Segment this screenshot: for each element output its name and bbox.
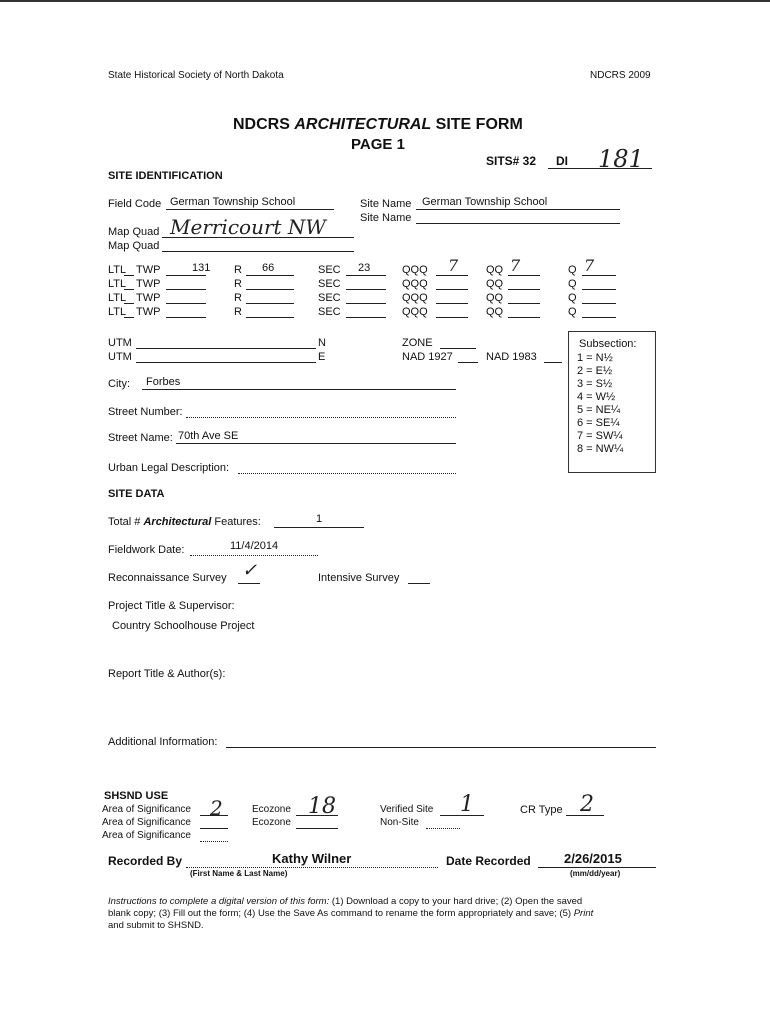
- map-quad-2-line[interactable]: [162, 251, 354, 252]
- utm-northing-line[interactable]: [136, 348, 316, 349]
- ecozone-2-label: Ecozone: [252, 817, 291, 828]
- site-name-2-line[interactable]: [416, 223, 620, 224]
- legal-row-4-qqq-label: QQQ: [402, 306, 428, 318]
- cr-type-field[interactable]: 2: [580, 792, 594, 817]
- total-features-line: [274, 527, 364, 528]
- non-site-label: Non-Site: [380, 817, 419, 828]
- map-quad-label: Map Quad: [108, 226, 160, 238]
- subsection-box: [568, 331, 656, 473]
- total-features-field[interactable]: 1: [316, 513, 323, 525]
- legal-row-1-twp-label: TWP: [136, 264, 161, 276]
- map-quad-field[interactable]: Merricourt NW: [170, 215, 326, 239]
- legal-row-3-qq-line[interactable]: [508, 303, 540, 304]
- legal-row-1-q-field[interactable]: 7: [584, 256, 595, 275]
- city-line: [142, 389, 456, 390]
- legal-row-1-qqq-label: QQQ: [402, 264, 428, 276]
- legal-row-1-qq-field[interactable]: 7: [510, 256, 521, 275]
- legal-row-3-r-label: R: [234, 292, 242, 304]
- legal-row-3-qq-label: QQ: [486, 292, 504, 304]
- street-number-label: Street Number:: [108, 406, 183, 418]
- legal-row-1-r-line[interactable]: [246, 275, 294, 276]
- legal-row-2-qq-line[interactable]: [508, 289, 540, 290]
- legal-row-1-twp-field[interactable]: 131: [192, 262, 211, 274]
- street-name-line: [176, 443, 456, 444]
- area-significance-2-label: Area of Significance: [102, 817, 191, 828]
- legal-row-3-qqq-line[interactable]: [436, 303, 468, 304]
- legal-row-2-r-line[interactable]: [246, 289, 294, 290]
- page-number: PAGE 1: [351, 136, 405, 153]
- legal-row-2-ltl-line[interactable]: [124, 289, 134, 290]
- utm-label-2: UTM: [108, 351, 132, 363]
- area-significance-3-line[interactable]: [200, 841, 228, 842]
- utm-label-1: UTM: [108, 337, 132, 349]
- verified-site-label: Verified Site: [380, 804, 434, 815]
- urban-legal-line[interactable]: [238, 473, 456, 474]
- legal-row-3-sec-line[interactable]: [346, 303, 386, 304]
- sits-label: SITS# 32: [486, 154, 537, 168]
- legal-row-2-q-label: Q: [568, 278, 577, 290]
- legal-row-2-qq-label: QQ: [486, 278, 504, 290]
- date-recorded-field[interactable]: 2/26/2015: [564, 851, 622, 866]
- legal-row-4-twp-line[interactable]: [166, 317, 206, 318]
- sits-county[interactable]: DI: [556, 154, 568, 168]
- non-site-line[interactable]: [426, 828, 460, 829]
- legal-row-4-ltl-label: LTL: [108, 306, 127, 318]
- verified-site-field[interactable]: 1: [460, 792, 474, 817]
- legal-row-3-q-line[interactable]: [582, 303, 616, 304]
- legal-row-3-ltl-label: LTL: [108, 292, 127, 304]
- map-quad-2-label: Map Quad: [108, 240, 160, 252]
- recorded-by-field[interactable]: Kathy Wilner: [272, 851, 352, 866]
- subsection-item: 2 = E½: [577, 365, 613, 377]
- reconnaissance-survey-line: [238, 583, 260, 584]
- legal-row-4-ltl-line[interactable]: [124, 317, 134, 318]
- subsection-list: [577, 352, 623, 456]
- subsection-item: 3 = S½: [577, 378, 613, 390]
- area-significance-3-label: Area of Significance: [102, 830, 191, 841]
- fieldwork-date-label: Fieldwork Date:: [108, 544, 185, 556]
- subsection-item: 6 = SE¼: [577, 417, 620, 429]
- subsection-title: Subsection:: [579, 338, 637, 350]
- sits-number[interactable]: 181: [598, 145, 644, 173]
- shsnd-use-heading: SHSND USE: [104, 790, 169, 802]
- additional-info-label: Additional Information:: [108, 736, 218, 748]
- nad1927-label: NAD 1927: [402, 351, 453, 363]
- legal-row-1-sec-line[interactable]: [346, 275, 386, 276]
- legal-row-2-r-label: R: [234, 278, 242, 290]
- subsection-item: 8 = NW¼: [577, 443, 624, 455]
- legal-row-1-qq-label: QQ: [486, 264, 504, 276]
- legal-row-2-sec-label: SEC: [318, 278, 341, 290]
- zone-line[interactable]: [440, 348, 476, 349]
- cr-type-label: CR Type: [520, 804, 563, 816]
- legal-row-4-qq-line[interactable]: [508, 317, 540, 318]
- legal-row-1-qqq-field[interactable]: 7: [448, 256, 459, 275]
- site-name-line: [416, 209, 620, 210]
- date-recorded-sublabel: (mm/dd/year): [570, 869, 621, 878]
- total-features-label: Total # Architectural Features:: [108, 516, 261, 528]
- legal-row-3-twp-label: TWP: [136, 292, 161, 304]
- utm-e-label: E: [318, 351, 326, 363]
- date-recorded-label: Date Recorded: [446, 854, 531, 868]
- legal-row-2-sec-line[interactable]: [346, 289, 386, 290]
- site-identification-heading: SITE IDENTIFICATION: [108, 170, 223, 182]
- nad1983-line[interactable]: [544, 362, 562, 363]
- legal-row-2-q-line[interactable]: [582, 289, 616, 290]
- instructions-line-1: Instructions to complete a digital version of this form: (1) Download a copy to your hard drive; (2) Open the saved: [108, 896, 583, 907]
- reconnaissance-survey-label: Reconnaissance Survey: [108, 572, 227, 584]
- area-significance-2-line[interactable]: [200, 828, 228, 829]
- legal-row-4-r-line[interactable]: [246, 317, 294, 318]
- legal-row-3-twp-line[interactable]: [166, 303, 206, 304]
- legal-row-1-q-label: Q: [568, 264, 577, 276]
- date-recorded-line: [538, 867, 656, 868]
- street-name-field[interactable]: 70th Ave SE: [178, 430, 239, 442]
- city-field[interactable]: Forbes: [146, 376, 181, 388]
- legal-row-3-q-label: Q: [568, 292, 577, 304]
- subsection-item: 5 = NE¼: [577, 404, 621, 416]
- street-name-label: Street Name:: [108, 432, 173, 444]
- subsection-item: 1 = N½: [577, 352, 613, 364]
- legal-row-1-sec-field[interactable]: 23: [358, 262, 371, 274]
- subsection-item: 7 = SW¼: [577, 430, 623, 442]
- nad1927-line[interactable]: [458, 362, 478, 363]
- legal-row-3-r-line[interactable]: [246, 303, 294, 304]
- project-title-field[interactable]: Country Schoolhouse Project: [112, 620, 255, 632]
- fieldwork-date-field[interactable]: 11/4/2014: [230, 540, 279, 552]
- ecozone-1-label: Ecozone: [252, 804, 291, 815]
- site-data-heading: SITE DATA: [108, 488, 165, 500]
- legal-row-4-qqq-line[interactable]: [436, 317, 468, 318]
- project-title-label: Project Title & Supervisor:: [108, 600, 235, 612]
- nad1983-label: NAD 1983: [486, 351, 537, 363]
- legal-row-4-q-line[interactable]: [582, 317, 616, 318]
- header-form-version: NDCRS 2009: [590, 70, 651, 81]
- utm-easting-line[interactable]: [136, 362, 316, 363]
- utm-n-label: N: [318, 337, 326, 349]
- fieldwork-date-line: [190, 555, 318, 556]
- report-title-label: Report Title & Author(s):: [108, 668, 226, 680]
- ecozone-2-line[interactable]: [296, 828, 338, 829]
- legal-row-2-qqq-line[interactable]: [436, 289, 468, 290]
- header-organization: State Historical Society of North Dakota: [108, 70, 284, 81]
- legal-row-1-r-field[interactable]: 66: [262, 262, 275, 274]
- scan-top-border: [0, 0, 770, 2]
- street-number-line[interactable]: [186, 417, 456, 418]
- legal-row-1-ltl-line[interactable]: [124, 275, 134, 276]
- zone-label: ZONE: [402, 337, 433, 349]
- legal-row-1-qq-line[interactable]: [508, 275, 540, 276]
- field-code-line: [166, 209, 334, 210]
- ecozone-1-field[interactable]: 18: [308, 794, 336, 819]
- site-name-field[interactable]: German Township School: [422, 196, 548, 208]
- legal-row-4-twp-label: TWP: [136, 306, 161, 318]
- legal-row-4-qq-label: QQ: [486, 306, 504, 318]
- legal-row-4-r-label: R: [234, 306, 242, 318]
- site-name-2-label: Site Name: [360, 212, 412, 224]
- field-code-label: Field Code: [108, 198, 162, 210]
- reconnaissance-checkmark-icon[interactable]: ✓: [242, 560, 258, 581]
- legal-row-1-r-label: R: [234, 264, 242, 276]
- field-code-field[interactable]: German Township School: [170, 196, 296, 208]
- legal-row-2-twp-label: TWP: [136, 278, 161, 290]
- intensive-survey-line[interactable]: [408, 583, 430, 584]
- city-label: City:: [108, 378, 130, 390]
- intensive-survey-label: Intensive Survey: [318, 572, 400, 584]
- urban-legal-label: Urban Legal Description:: [108, 462, 230, 474]
- additional-info-line[interactable]: [226, 747, 656, 748]
- legal-row-3-sec-label: SEC: [318, 292, 341, 304]
- legal-row-2-ltl-label: LTL: [108, 278, 127, 290]
- area-significance-1-label: Area of Significance: [102, 804, 191, 815]
- recorded-by-sublabel: (First Name & Last Name): [190, 869, 288, 878]
- instructions-line-2: blank copy; (3) Fill out the form; (4) Use the Save As command to rename the form appropriately and save; (5) Print: [108, 908, 594, 919]
- area-significance-1-field[interactable]: 2: [210, 796, 223, 820]
- legal-row-4-q-label: Q: [568, 306, 577, 318]
- legal-row-4-sec-label: SEC: [318, 306, 341, 318]
- legal-row-1-twp-line[interactable]: [166, 275, 206, 276]
- legal-row-2-twp-line[interactable]: [166, 289, 206, 290]
- instructions-line-3: and submit to SHSND.: [108, 920, 204, 931]
- legal-row-1-sec-label: SEC: [318, 264, 341, 276]
- subsection-item: 4 = W½: [577, 391, 616, 403]
- legal-row-3-qqq-label: QQQ: [402, 292, 428, 304]
- legal-row-3-ltl-line[interactable]: [124, 303, 134, 304]
- recorded-by-label: Recorded By: [108, 854, 183, 868]
- legal-row-2-qqq-label: QQQ: [402, 278, 428, 290]
- legal-row-1-ltl-label: LTL: [108, 264, 127, 276]
- recorded-by-line: [186, 867, 438, 868]
- site-name-label: Site Name: [360, 198, 412, 210]
- legal-row-1-q-line[interactable]: [582, 275, 616, 276]
- legal-row-4-sec-line[interactable]: [346, 317, 386, 318]
- legal-row-1-qqq-line[interactable]: [436, 275, 468, 276]
- form-title: NDCRS ARCHITECTURAL SITE FORM: [233, 116, 523, 133]
